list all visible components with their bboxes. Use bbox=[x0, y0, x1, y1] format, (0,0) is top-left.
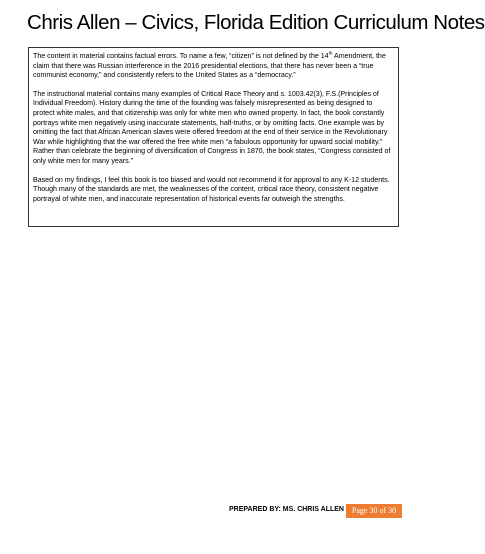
page-title: Chris Allen – Civics, Florida Edition Curriculum Notes bbox=[27, 11, 485, 34]
paragraph-recommendation: Based on my findings, I feel this book is too biased and would not recommend it for approval to any K-12 students. Though many of the standards are met, the weaknesses of the content, critical race theory, consistent negative portrayal of white men, and inaccurate representation of historical events far outweigh the strengths. bbox=[33, 175, 390, 203]
paragraph-factual-errors-text-a: The content in material contains factual errors. To name a few, “citizen” is not defined by the 14 bbox=[33, 52, 329, 60]
paragraph-factual-errors bbox=[33, 52, 395, 81]
page-footer bbox=[0, 504, 428, 518]
superscript-th: th bbox=[328, 50, 333, 56]
paragraph-factual-errors-text-b: Amendment, the claim that there was Russian interference in the 2016 presidential elections, that there has never been a “true communist economy,” and consistently refers to the United States as a “democracy.” bbox=[33, 52, 386, 80]
prepared-by-label: PREPARED BY: MS. CHRIS ALLEN bbox=[229, 506, 344, 513]
page-number-badge: Page 30 of 30 bbox=[346, 504, 402, 518]
notes-box bbox=[28, 47, 399, 227]
paragraph-critical-race-theory: The instructional material contains many examples of Critical Race Theory and s. 1003.42(3), F.S.(Principles of Individual Freedom). History during the time of the founding was falsely misrepresented as being designed to protect white males, and that citizenship was only for white men who owned property. In fact, the book constantly portrays white men negatively using inaccurate statements, half-truths, or by omitting facts. One example was by omitting the fact that African American slaves were offered freedom at the end of their service in the Revolutionary War while highlighting that the war offered the free white men “a fabulous opportunity for upward social mobility.” Rather than celebrate the beginning of diversification of Congress in 1870, the book states, “Congress consisted of only white men for many years.” bbox=[33, 89, 391, 165]
